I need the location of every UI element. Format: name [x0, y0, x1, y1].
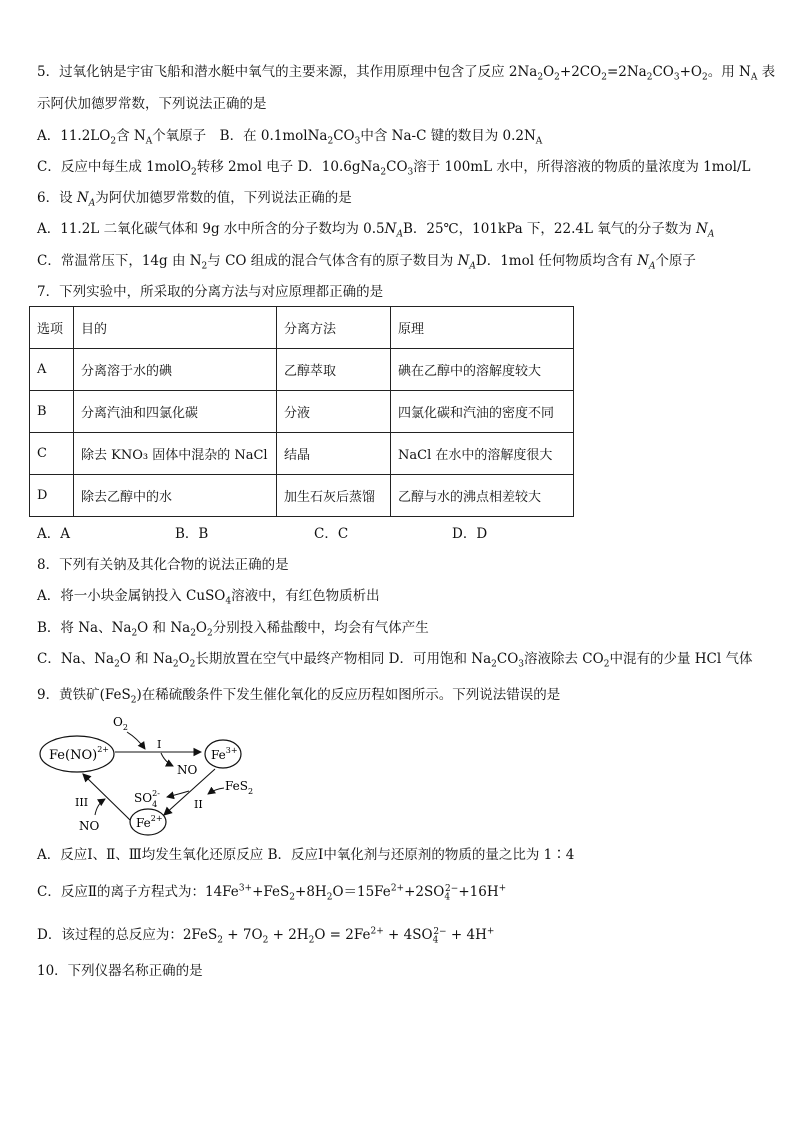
table-cell: 四氯化碳和汽油的密度不同	[391, 391, 574, 433]
table-cell: 分离汽油和四氯化碳	[74, 391, 277, 433]
table-header-cell: 分离方法	[277, 307, 391, 349]
q5-options-ab: A．$11.2LO_2$含 $N_A$个氧原子 B．在 $0.1molNa_2CO_3$中含 Na-C 键的数目为 $0.2N_A$	[37, 128, 543, 147]
q9-option-d: D．该过程的总反应为：$2FeS_2 + 7O_2 + 2H_2O = 2Fe^{2+} + 4SO_4^{2-} + 4H^+$	[37, 926, 495, 946]
q9-option-c: C．反应Ⅱ的离子方程式为：$14Fe^{3+}+FeS_2+8H_2O=15Fe^{2+}+2SO_4^{2-}+16H^+$	[37, 883, 507, 903]
step2-label: II	[194, 798, 203, 811]
q6-options-cd: C．常温常压下，14g 由 $N_2$与 CO 组成的混合气体含有的原子数目为 $N_AD$．1mol 任何物质均含有 $N_A$个原子	[37, 253, 696, 272]
table-cell: 乙醇与水的沸点相差较大	[391, 475, 574, 517]
reaction-cycle-diagram	[37, 712, 262, 837]
q5-stem-line1: 5．过氧化钠是宇宙飞船和潜水艇中氧气的主要来源，其作用原理中包含了反应 $2Na_2O_2+2CO_2=2Na_2CO_3+O_2$。用 $N_A$ 表	[37, 64, 776, 83]
q8-option-a: A．将一小块金属钠投入 CuSO$_4$溶液中，有红色物质析出	[37, 588, 380, 607]
q9-stem: 9．黄铁矿(FeS$_2$)在稀硫酸条件下发生催化氧化的反应历程如图所示。下列说法错误的是	[37, 687, 561, 706]
q8-options-cd: C．Na、$Na_2O$ 和 $Na_2O_2$长期放置在空气中最终产物相同 D．可用饱和 $Na_2CO_3$溶液除去 $CO_2$中混有的少量 HCl 气体	[37, 651, 753, 670]
table-cell: C	[30, 433, 74, 475]
q7-option-c: C．C	[314, 526, 349, 542]
fe3-label: $Fe^{3+}$	[211, 746, 238, 762]
o2-in-arrow	[127, 732, 145, 749]
table-cell: 结晶	[277, 433, 391, 475]
step3-arrow	[83, 774, 130, 820]
q7-option-d: D．D	[452, 526, 488, 542]
q7-stem: 7．下列实验中，所采取的分离方法与对应原理都正确的是	[37, 284, 384, 300]
step3-label: III	[75, 796, 89, 809]
table-cell: 除去 KNO₃ 固体中混杂的 NaCl	[74, 433, 277, 475]
no-out-arrow	[161, 753, 173, 766]
fe2-label: $Fe^{2+}$	[136, 814, 163, 830]
no-out-label: NO	[177, 763, 198, 777]
table-cell: NaCl 在水中的溶解度很大	[391, 433, 574, 475]
fes2-in-arrow	[208, 788, 224, 794]
table-header-row	[30, 307, 574, 349]
table-header-cell: 原理	[391, 307, 574, 349]
q6-options-ab: A．11.2L 二氧化碳气体和 9g 水中所含的分子数均为 $0.5N_AB$．25℃，101kPa 下，22.4L 氧气的分子数为 $N_A$	[37, 221, 715, 240]
table-cell: 乙醇萃取	[277, 349, 391, 391]
table-cell: B	[30, 391, 74, 433]
fe-no-label: Fe(NO)$^{2+}$	[49, 745, 109, 763]
table-cell: 除去乙醇中的水	[74, 475, 277, 517]
table-cell: A	[30, 349, 74, 391]
o2-label: $O_2$	[113, 715, 128, 732]
so4-label: $SO_42-$	[134, 789, 160, 809]
step1-label: I	[157, 738, 162, 751]
table-row	[30, 475, 574, 517]
q10-stem: 10．下列仪器名称正确的是	[37, 963, 203, 979]
q9-options-ab: A．反应Ⅰ、Ⅱ、Ⅲ均发生氧化还原反应 B．反应Ⅰ中氧化剂与还原剂的物质的量之比为 1∶4	[37, 847, 575, 863]
q7-option-a: A．A	[37, 526, 70, 542]
table-cell: 碘在乙醇中的溶解度较大	[391, 349, 574, 391]
q5-stem-line2: 示阿伏加德罗常数，下列说法正确的是	[37, 96, 267, 112]
table-header-cell: 目的	[74, 307, 277, 349]
table-cell: 加生石灰后蒸馏	[277, 475, 391, 517]
q6-stem: 6．设 $N_A$为阿伏加德罗常数的值，下列说法正确的是	[37, 190, 352, 209]
table-cell: 分液	[277, 391, 391, 433]
fes2-label: FeS$_2$	[225, 779, 254, 796]
q8-stem: 8．下列有关钠及其化合物的说法正确的是	[37, 557, 289, 573]
table-header-cell: 选项	[30, 307, 74, 349]
no-in-label: NO	[79, 819, 100, 833]
q5-options-cd: C．反应中每生成 1molO$_2$转移 2mol 电子 D．$10.6gNa_2CO_3$溶于 100mL 水中，所得溶液的物质的量浓度为 1mol/L	[37, 159, 751, 178]
table-cell: D	[30, 475, 74, 517]
q7-option-b: B．B	[175, 526, 209, 542]
q7-table	[29, 306, 574, 517]
q8-option-b: B．将 Na、$Na_2O$ 和 $Na_2O_2$分别投入稀盐酸中，均会有气体产生	[37, 620, 429, 639]
no-in-arrow	[95, 799, 105, 815]
table-cell: 分离溶于水的碘	[74, 349, 277, 391]
table-row	[30, 349, 574, 391]
table-row	[30, 433, 574, 475]
table-row	[30, 391, 574, 433]
